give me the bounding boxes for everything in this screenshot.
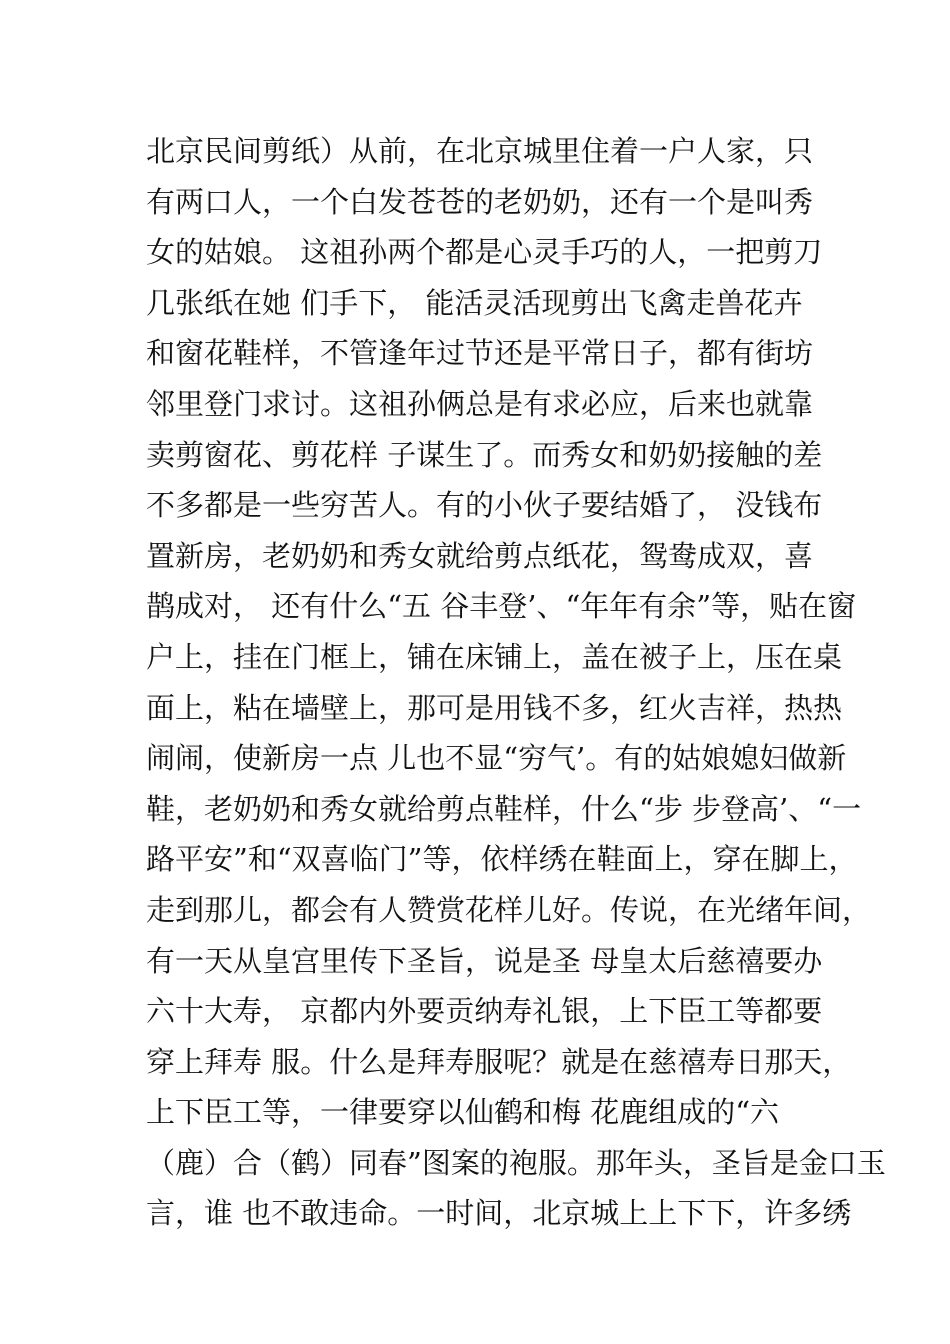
text-line: 闹闹，使新房一点 儿也不显“穷气’。有的姑娘媳妇做新 bbox=[146, 741, 847, 776]
text-line: 置新房，老奶奶和秀女就给剪点纸花，鸳鸯成双，喜 bbox=[146, 538, 814, 573]
text-line: 有一天从皇宫里传下圣旨，说是圣 母皇太后慈禧要办 bbox=[146, 943, 823, 978]
body-text bbox=[146, 126, 886, 1239]
text-line: 言，谁 也不敢违命。一时间，北京城上上下下，许多绣 bbox=[146, 1196, 852, 1231]
text-line: 女的姑娘。 这祖孙两个都是心灵手巧的人，一把剪刀 bbox=[146, 235, 823, 270]
text-line: 鹊成对， 还有什么“五 谷丰登’、“年年有余”等，贴在窗 bbox=[146, 589, 857, 624]
text-line: 上下臣工等，一律要穿以仙鹤和梅 花鹿组成的“六 bbox=[146, 1095, 780, 1130]
text-line: 卖剪窗花、剪花样 子谋生了。而秀女和奶奶接触的差 bbox=[146, 437, 823, 472]
text-line: 不多都是一些穷苦人。有的小伙子要结婚了， 没钱布 bbox=[146, 488, 823, 523]
text-line: 几张纸在她 们手下， 能活灵活现剪出飞禽走兽花卉 bbox=[146, 285, 803, 320]
text-line: 邻里登门求讨。这祖孙俩总是有求必应，后来也就靠 bbox=[146, 386, 814, 421]
text-line: 面上，粘在墙壁上，那可是用钱不多，红火吉祥，热热 bbox=[146, 690, 843, 725]
text-line: 六十大寿， 京都内外要贡纳寿礼银，上下臣工等都要 bbox=[146, 994, 823, 1029]
text-line: 户上，挂在门框上，铺在床铺上，盖在被子上，压在桌 bbox=[146, 639, 843, 674]
text-line: 穿上拜寿 服。什么是拜寿服呢？就是在慈禧寿日那天， bbox=[146, 1044, 852, 1079]
text-line: 有两口人，一个白发苍苍的老奶奶，还有一个是叫秀 bbox=[146, 184, 814, 219]
text-line: 路平安”和“双喜临门”等，依样绣在鞋面上，穿在脚上， bbox=[146, 842, 858, 877]
text-line: 和窗花鞋样，不管逢年过节还是平常日子，都有街坊 bbox=[146, 336, 814, 371]
text-line: 北京民间剪纸）从前，在北京城里住着一户人家，只 bbox=[146, 134, 814, 168]
text-line: （鹿）合（鹤）同春”图案的袍服。那年头，圣旨是金口玉 bbox=[146, 1145, 886, 1180]
text-line: 走到那儿，都会有人赞赏花样儿好。传说，在光绪年间， bbox=[146, 892, 872, 927]
text-line: 鞋，老奶奶和秀女就给剪点鞋样，什么“步 步登高’、“一 bbox=[146, 791, 862, 826]
